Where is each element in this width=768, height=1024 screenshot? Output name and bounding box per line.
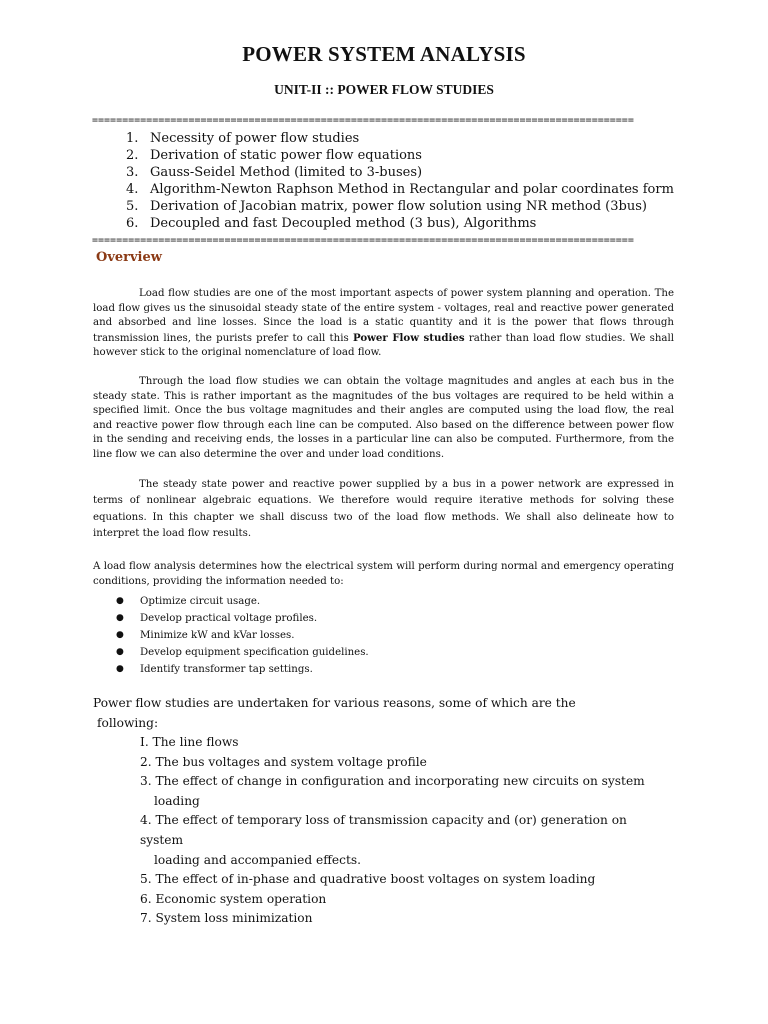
reason-item: 2. The bus voltages and system voltage profile <box>140 754 427 769</box>
reason-item: 7. System loss minimization <box>140 911 313 926</box>
bullet-item: ● Minimize kW and kVar losses. <box>116 627 369 644</box>
overview-paragraph-3: The steady state power and reactive power supplied by a bus in a power network are expressed in terms of nonlinear algebraic equations. We therefore would require iterative methods for solving these equations. In this chapter we shall discuss two of the load flow methods. We shall also delineate how to interpret the load flow results. <box>93 479 674 539</box>
reason-item: 6. Economic system operation <box>140 891 327 906</box>
power-flow-studies-term: Power Flow studies <box>352 331 465 344</box>
syllabus-item: 5. Derivation of Jacobian matrix, power flow solution using NR method (3bus) <box>126 199 647 214</box>
syllabus-item: 2. Derivation of static power flow equations <box>126 148 422 163</box>
reason-item: 3. The effect of change in configuration and incorporating new circuits on system loading <box>140 774 645 808</box>
reasons-intro: Power flow studies are undertaken for various reasons, some of which are the following: <box>93 696 576 730</box>
bullet-icon: ● <box>116 647 124 657</box>
bullet-icon: ● <box>116 596 124 606</box>
reason-item: I. The line flows <box>140 735 239 749</box>
unit-subtitle: UNIT-II :: POWER FLOW STUDIES <box>274 82 494 97</box>
document-title: POWER SYSTEM ANALYSIS <box>242 42 526 66</box>
bullet-item: ● Develop practical voltage profiles. <box>116 610 369 627</box>
syllabus-item: 4. Algorithm-Newton Raphson Method in Rectangular and polar coordinates form <box>126 182 674 197</box>
load-flow-analysis-paragraph: A load flow analysis determines how the electrical system will perform during normal and emergency operating conditions, providing the information needed to: <box>93 561 674 587</box>
bullet-item: ● Optimize circuit usage. <box>116 593 369 610</box>
overview-paragraph-2: Through the load flow studies we can obtain the voltage magnitudes and angles at each bus in the steady state. This is rather important as the magnitudes of the bus voltages are required to be held within a specified limit. Once the bus voltage magnitudes and their angles are computed using the load flow, the real and reactive power flow through each line can be computed. Also based on the difference between power flow in the sending and receiving ends, the losses in a particular line can also be computed. Furthermore, from the line flow we can also determine the over and under load conditions. <box>93 376 674 460</box>
separator-rule-bottom: ========================================================================================== <box>92 236 634 246</box>
overview-paragraph-1: Load flow studies are one of the most important aspects of power system planning and operation. The load flow gives us the sinusoidal steady state of the entire system - voltages, real and reactive power generated and absorbed and line losses. Since the load is a static quantity and it is the power that flows through transmission lines, the purists prefer to call this Power Flow studies rather than load flow studies. We shall however stick to the original nomenclature of load flow. <box>93 288 675 359</box>
syllabus-list <box>126 130 674 232</box>
benefits-bullet-list <box>116 593 369 678</box>
bullet-icon: ● <box>116 630 124 640</box>
bullet-icon: ● <box>116 613 124 623</box>
reasons-list <box>140 733 674 929</box>
overview-heading: Overview <box>96 250 162 265</box>
reason-item: 4. The effect of temporary loss of transmission capacity and (or) generation on system loading and accompanied effects. <box>140 813 627 867</box>
bullet-item: ● Develop equipment specification guidelines. <box>116 644 369 661</box>
syllabus-item: 1. Necessity of power flow studies <box>126 131 360 146</box>
separator-rule-top: ========================================================================================== <box>92 116 634 126</box>
bullet-icon: ● <box>116 664 124 674</box>
reason-item: 5. The effect of in-phase and quadrative boost voltages on system loading <box>140 872 596 887</box>
syllabus-item: 6. Decoupled and fast Decoupled method (3 bus), Algorithms <box>126 216 537 231</box>
bullet-item: ● Identify transformer tap settings. <box>116 661 369 678</box>
syllabus-item: 3. Gauss-Seidel Method (limited to 3-buses) <box>126 165 423 180</box>
